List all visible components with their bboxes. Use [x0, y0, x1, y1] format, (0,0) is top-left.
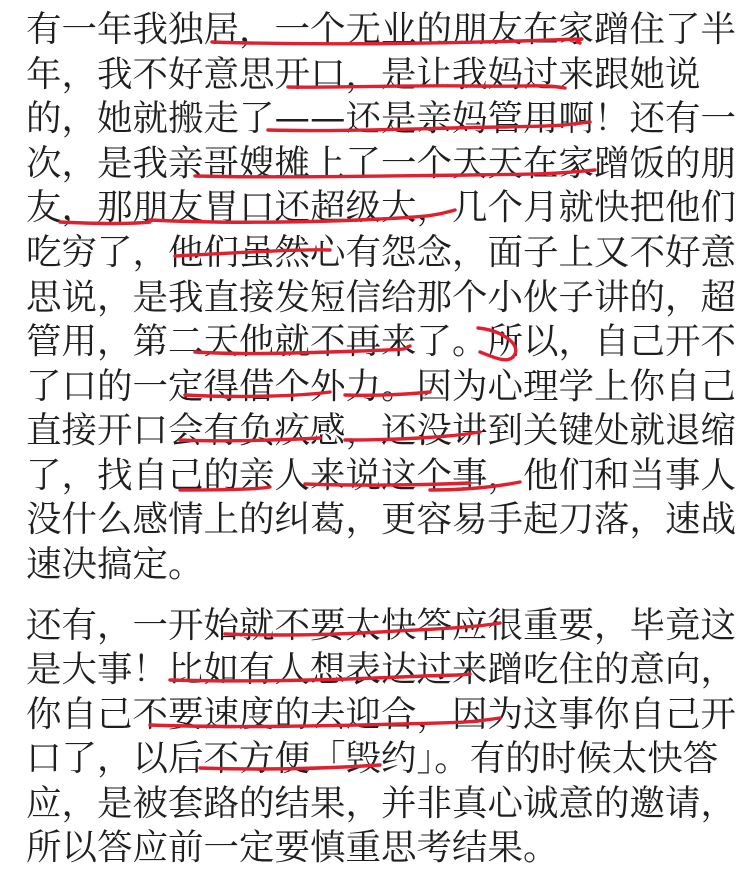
text-line: 吃穷了，他们虽然心有怨念，面子上又不好意 [26, 232, 736, 273]
text-line: 你自己不要速度的去迎合，因为这事你自己开 [26, 694, 736, 735]
text-line: 了，找自己的亲人来说这个事，他们和当事人 [26, 455, 736, 496]
text-line: 了口的一定得借个外力。因为心理学上你自己 [26, 366, 736, 407]
text-line: 速决搞定。 [26, 544, 204, 585]
text-line: 应，是被套路的结果，并非真心诚意的邀请， [26, 783, 736, 824]
text-line: 友，那朋友胃口还超级大，几个月就快把他们 [26, 187, 736, 228]
text-line: 次，是我亲哥嫂摊上了一个天天在家蹭饭的朋 [26, 143, 736, 184]
text-line: 所以答应前一定要慎重思考结果。 [26, 827, 559, 868]
text-line: 还有，一开始就不要太快答应很重要，毕竟这 [26, 605, 736, 646]
text-line: 年，我不好意思开口，是让我妈过来跟她说 [26, 54, 701, 95]
text-line: 管用，第二天他就不再来了。所以，自己开不 [26, 321, 736, 362]
text-line: 没什么感情上的纠葛，更容易手起刀落，速战 [26, 499, 736, 540]
text-line: 口了，以后不方便「毁约」。有的时候太快答 [26, 738, 719, 779]
text-line: 思说，是我直接发短信给那个小伙子讲的，超 [26, 277, 736, 318]
text-line: 直接开口会有负疚感，还没讲到关键处就退缩 [26, 410, 736, 451]
text-line: 的，她就搬走了——还是亲妈管用啊！还有一 [26, 98, 736, 139]
text-line: 有一年我独居，一个无业的朋友在家蹭住了半 [26, 9, 736, 50]
text-line: 是大事！比如有人想表达过来蹭吃住的意向， [26, 649, 736, 690]
